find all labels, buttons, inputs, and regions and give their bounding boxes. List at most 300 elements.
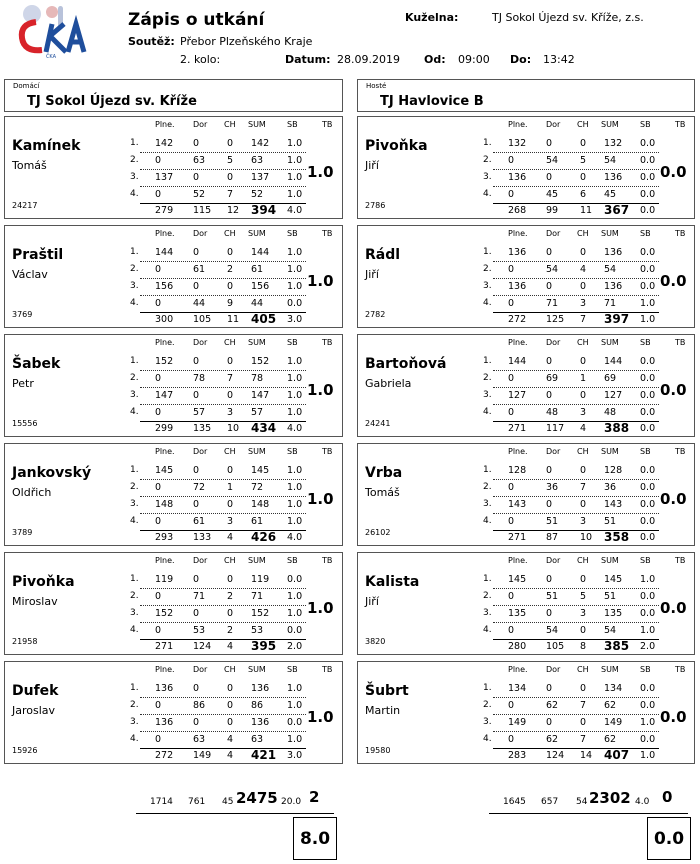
- lane-cell: 53: [251, 625, 264, 636]
- lane-cell: 0: [227, 356, 234, 367]
- column-header: SUM: [248, 447, 266, 456]
- lane-cell: 1.0: [287, 247, 303, 258]
- lane-number: 3.: [130, 608, 139, 618]
- player-total-cell: 4.0: [287, 532, 303, 543]
- lane-cell: 0: [227, 499, 234, 510]
- lane-number: 4.: [130, 298, 139, 308]
- lane-cell: 69: [546, 373, 559, 384]
- column-header: CH: [224, 229, 236, 238]
- lane-number: 3.: [130, 390, 139, 400]
- lane-cell: 0.0: [640, 281, 656, 292]
- lane-cell: 0: [227, 281, 234, 292]
- lane-cell: 156: [155, 281, 174, 292]
- lane-cell: 57: [193, 407, 206, 418]
- column-header: Plne.: [508, 229, 528, 238]
- lane-cell: 136: [155, 683, 174, 694]
- lane-cell: 48: [546, 407, 559, 418]
- column-header: Dor: [193, 229, 208, 238]
- lane-divider: [140, 152, 306, 153]
- lane-number: 2.: [483, 155, 492, 165]
- lane-cell: 78: [251, 373, 264, 384]
- column-header: Plne.: [508, 338, 528, 347]
- lane-cell: 0: [155, 298, 162, 309]
- lane-cell: 0: [193, 356, 200, 367]
- lane-cell: 7: [580, 482, 587, 493]
- lane-cell: 119: [155, 574, 174, 585]
- lane-divider: [493, 278, 659, 279]
- player-total-sum: 385: [604, 639, 630, 653]
- lane-cell: 3: [580, 298, 587, 309]
- total-divider: [140, 421, 306, 422]
- column-header: Plne.: [508, 447, 528, 456]
- lane-cell: 7: [227, 189, 234, 200]
- lane-cell: 0: [546, 608, 553, 619]
- player-firstname: Petr: [12, 377, 34, 390]
- lane-cell: 0.0: [640, 264, 656, 275]
- lane-cell: 0: [580, 247, 587, 258]
- away-player-card: [357, 552, 695, 655]
- player-total-cell: 3.0: [287, 314, 303, 325]
- player-reg-number: 2782: [365, 310, 386, 319]
- player-total-cell: 133: [193, 532, 212, 543]
- lane-cell: 0: [508, 516, 515, 527]
- lane-cell: 0: [546, 138, 553, 149]
- lane-cell: 0: [155, 155, 162, 166]
- player-tb-total: 0.0: [660, 708, 687, 726]
- lane-cell: 0: [155, 591, 162, 602]
- away-total-dor: 657: [541, 797, 559, 807]
- lane-cell: 5: [580, 155, 587, 166]
- lane-cell: 0.0: [640, 700, 656, 711]
- lane-number: 4.: [483, 298, 492, 308]
- lane-divider: [493, 261, 659, 262]
- player-firstname: Jiří: [365, 159, 379, 172]
- lane-number: 2.: [130, 373, 139, 383]
- column-header: TB: [322, 665, 333, 674]
- player-firstname: Jiří: [365, 268, 379, 281]
- lane-cell: 0: [155, 373, 162, 384]
- lane-number: 2.: [483, 264, 492, 274]
- lane-cell: 0: [193, 608, 200, 619]
- player-tb-total: 0.0: [660, 381, 687, 399]
- lane-cell: 0: [508, 734, 515, 745]
- lane-divider: [493, 404, 659, 405]
- lane-cell: 2: [227, 591, 234, 602]
- cka-logo: [12, 4, 90, 60]
- lane-cell: 152: [155, 608, 174, 619]
- player-total-cell: 280: [508, 641, 527, 652]
- player-total-cell: 271: [508, 423, 527, 434]
- away-total-sum: 2302: [589, 789, 631, 807]
- lane-cell: 0: [193, 683, 200, 694]
- player-total-sum: 358: [604, 530, 630, 544]
- lane-divider: [493, 295, 659, 296]
- lane-cell: 6: [580, 189, 587, 200]
- lane-cell: 0: [227, 247, 234, 258]
- column-header: Dor: [546, 447, 561, 456]
- lane-cell: 48: [604, 407, 617, 418]
- lane-cell: 0.0: [640, 465, 656, 476]
- lane-cell: 0: [580, 499, 587, 510]
- lane-cell: 0: [508, 407, 515, 418]
- lane-cell: 1.0: [287, 591, 303, 602]
- player-total-cell: 272: [155, 750, 174, 761]
- player-tb-total: 0.0: [660, 272, 687, 290]
- player-reg-number: 15556: [12, 419, 38, 428]
- away-total-tb: 0: [662, 788, 673, 806]
- player-total-cell: 117: [546, 423, 565, 434]
- lane-cell: 51: [604, 516, 617, 527]
- player-total-cell: 125: [546, 314, 565, 325]
- column-header: SB: [640, 120, 651, 129]
- player-reg-number: 19580: [365, 746, 391, 755]
- player-tb-total: 0.0: [660, 163, 687, 181]
- player-firstname: Tomáš: [12, 159, 47, 172]
- player-surname: Rádl: [365, 247, 401, 263]
- player-total-cell: 105: [546, 641, 565, 652]
- player-surname: Pivoňka: [12, 574, 75, 590]
- lane-cell: 132: [508, 138, 527, 149]
- lane-cell: 36: [546, 482, 559, 493]
- lane-number: 1.: [130, 574, 139, 584]
- lane-divider: [140, 605, 306, 606]
- player-tb-total: 1.0: [307, 272, 334, 290]
- player-total-cell: 299: [155, 423, 174, 434]
- player-total-cell: 99: [546, 205, 559, 216]
- lane-cell: 72: [251, 482, 264, 493]
- lane-cell: 0: [227, 390, 234, 401]
- lane-number: 3.: [130, 717, 139, 727]
- lane-divider: [493, 697, 659, 698]
- lane-cell: 0: [227, 172, 234, 183]
- column-header: Dor: [546, 120, 561, 129]
- total-divider: [140, 530, 306, 531]
- away-player-card: [357, 661, 695, 764]
- lane-cell: 156: [251, 281, 270, 292]
- lane-cell: 62: [546, 734, 559, 745]
- lane-cell: 0: [155, 189, 162, 200]
- lane-cell: 57: [251, 407, 264, 418]
- lane-cell: 1.0: [287, 700, 303, 711]
- lane-number: 2.: [130, 264, 139, 274]
- player-total-cell: 300: [155, 314, 174, 325]
- column-header: SUM: [248, 338, 266, 347]
- lane-cell: 0.0: [640, 373, 656, 384]
- column-header: SB: [640, 229, 651, 238]
- lane-divider: [140, 186, 306, 187]
- lane-cell: 0.0: [640, 356, 656, 367]
- lane-cell: 71: [546, 298, 559, 309]
- home-total-plne: 1714: [150, 797, 173, 807]
- lane-cell: 0: [155, 625, 162, 636]
- lane-cell: 0: [508, 482, 515, 493]
- lane-number: 2.: [130, 155, 139, 165]
- lane-number: 4.: [130, 189, 139, 199]
- lane-number: 1.: [483, 683, 492, 693]
- lane-divider: [140, 731, 306, 732]
- lane-cell: 72: [193, 482, 206, 493]
- lane-cell: 0: [508, 591, 515, 602]
- lane-divider: [493, 731, 659, 732]
- lane-cell: 1.0: [640, 717, 656, 728]
- lane-cell: 0.0: [640, 390, 656, 401]
- away-player-card: [357, 116, 695, 219]
- total-divider: [140, 203, 306, 204]
- lane-cell: 0.0: [640, 734, 656, 745]
- column-header: TB: [322, 556, 333, 565]
- lane-cell: 1: [580, 373, 587, 384]
- away-total-sb: 4.0: [635, 797, 650, 807]
- player-firstname: Oldřich: [12, 486, 52, 499]
- lane-cell: 1.0: [287, 734, 303, 745]
- home-points-box: 8.0: [293, 817, 337, 860]
- player-total-cell: 7: [580, 314, 587, 325]
- lane-cell: 0.0: [287, 625, 303, 636]
- total-divider: [493, 203, 659, 204]
- column-header: SUM: [601, 338, 619, 347]
- column-header: TB: [322, 120, 333, 129]
- player-total-cell: 8: [580, 641, 587, 652]
- lane-cell: 136: [604, 281, 623, 292]
- column-header: CH: [577, 120, 589, 129]
- lane-cell: 127: [508, 390, 527, 401]
- column-header: SUM: [248, 229, 266, 238]
- player-reg-number: 3789: [12, 528, 33, 537]
- lane-divider: [493, 513, 659, 514]
- lane-cell: 0: [193, 717, 200, 728]
- lane-number: 3.: [483, 717, 492, 727]
- column-header: SB: [640, 338, 651, 347]
- column-header: SUM: [601, 556, 619, 565]
- player-total-sum: 397: [604, 312, 630, 326]
- lane-cell: 0: [193, 574, 200, 585]
- lane-cell: 0: [580, 281, 587, 292]
- lane-cell: 78: [193, 373, 206, 384]
- column-header: SB: [287, 338, 298, 347]
- lane-cell: 0: [580, 356, 587, 367]
- lane-number: 4.: [483, 407, 492, 417]
- column-header: SB: [640, 447, 651, 456]
- away-points-box: 0.0: [647, 817, 691, 860]
- lane-cell: 0: [227, 700, 234, 711]
- column-header: SUM: [248, 665, 266, 674]
- total-divider: [493, 748, 659, 749]
- lane-cell: 132: [604, 138, 623, 149]
- lane-cell: 0: [546, 172, 553, 183]
- lane-cell: 0: [580, 465, 587, 476]
- column-header: SUM: [601, 665, 619, 674]
- lane-cell: 136: [508, 172, 527, 183]
- lane-cell: 148: [155, 499, 174, 510]
- column-header: SB: [287, 447, 298, 456]
- lane-cell: 1.0: [287, 138, 303, 149]
- lane-number: 1.: [483, 247, 492, 257]
- player-total-cell: 1.0: [640, 314, 656, 325]
- player-firstname: Václav: [12, 268, 48, 281]
- lane-number: 1.: [130, 247, 139, 257]
- lane-cell: 0: [546, 465, 553, 476]
- home-player-card: [4, 661, 343, 764]
- lane-divider: [493, 714, 659, 715]
- player-surname: Dufek: [12, 683, 59, 699]
- column-header: Dor: [546, 338, 561, 347]
- player-total-cell: 115: [193, 205, 212, 216]
- total-divider: [493, 312, 659, 313]
- player-total-sum: 421: [251, 748, 277, 762]
- datum-value: 28.09.2019: [337, 53, 400, 66]
- lane-cell: 0: [508, 373, 515, 384]
- lane-cell: 44: [193, 298, 206, 309]
- player-reg-number: 26102: [365, 528, 391, 537]
- lane-cell: 0.0: [640, 499, 656, 510]
- player-tb-total: 1.0: [307, 599, 334, 617]
- lane-cell: 1.0: [287, 390, 303, 401]
- lane-number: 4.: [130, 407, 139, 417]
- lane-cell: 0: [546, 499, 553, 510]
- lane-divider: [493, 496, 659, 497]
- lane-number: 3.: [483, 390, 492, 400]
- lane-cell: 7: [227, 373, 234, 384]
- lane-cell: 1.0: [287, 499, 303, 510]
- player-surname: Pivoňka: [365, 138, 428, 154]
- lane-cell: 1.0: [287, 516, 303, 527]
- column-header: Plne.: [155, 229, 175, 238]
- lane-cell: 1: [227, 482, 234, 493]
- player-firstname: Miroslav: [12, 595, 58, 608]
- lane-cell: 0: [193, 390, 200, 401]
- lane-cell: 135: [604, 608, 623, 619]
- player-total-cell: 149: [193, 750, 212, 761]
- player-tb-total: 1.0: [307, 490, 334, 508]
- column-header: CH: [224, 120, 236, 129]
- lane-number: 4.: [483, 516, 492, 526]
- lane-cell: 61: [193, 264, 206, 275]
- player-total-cell: 283: [508, 750, 527, 761]
- column-header: TB: [675, 665, 686, 674]
- lane-cell: 0: [580, 625, 587, 636]
- lane-number: 2.: [483, 482, 492, 492]
- lane-cell: 1.0: [640, 298, 656, 309]
- player-total-cell: 10: [580, 532, 593, 543]
- total-divider: [140, 748, 306, 749]
- lane-divider: [493, 370, 659, 371]
- lane-cell: 152: [251, 608, 270, 619]
- lane-cell: 0: [580, 683, 587, 694]
- lane-cell: 0: [227, 138, 234, 149]
- away-total-plne: 1645: [503, 797, 526, 807]
- lane-cell: 145: [604, 574, 623, 585]
- player-total-cell: 4: [580, 423, 587, 434]
- away-team-name: TJ Havlovice B: [380, 94, 484, 109]
- lane-cell: 63: [193, 734, 206, 745]
- total-divider: [493, 639, 659, 640]
- lane-divider: [493, 169, 659, 170]
- lane-cell: 0: [155, 700, 162, 711]
- lane-cell: 9: [227, 298, 234, 309]
- player-total-sum: 395: [251, 639, 277, 653]
- lane-divider: [140, 513, 306, 514]
- lane-cell: 137: [155, 172, 174, 183]
- lane-cell: 0: [227, 608, 234, 619]
- lane-cell: 5: [227, 155, 234, 166]
- column-header: SUM: [248, 556, 266, 565]
- lane-cell: 0.0: [287, 298, 303, 309]
- column-header: CH: [224, 447, 236, 456]
- lane-cell: 51: [546, 591, 559, 602]
- lane-number: 3.: [483, 608, 492, 618]
- lane-cell: 128: [508, 465, 527, 476]
- away-total-ch: 54: [576, 797, 588, 807]
- lane-cell: 1.0: [287, 264, 303, 275]
- datum-label: Datum:: [285, 53, 331, 66]
- column-header: SUM: [248, 120, 266, 129]
- lane-cell: 61: [251, 516, 264, 527]
- lane-cell: 0: [546, 574, 553, 585]
- lane-divider: [140, 404, 306, 405]
- lane-cell: 0.0: [640, 172, 656, 183]
- player-tb-total: 1.0: [307, 163, 334, 181]
- lane-cell: 1.0: [640, 625, 656, 636]
- player-total-sum: 407: [604, 748, 630, 762]
- lane-cell: 7: [580, 700, 587, 711]
- lane-cell: 51: [604, 591, 617, 602]
- lane-cell: 144: [604, 356, 623, 367]
- column-header: SB: [640, 556, 651, 565]
- lane-cell: 0: [193, 172, 200, 183]
- lane-cell: 1.0: [287, 189, 303, 200]
- away-team-label: Hosté: [366, 82, 387, 90]
- lane-number: 4.: [483, 189, 492, 199]
- player-firstname: Jiří: [365, 595, 379, 608]
- lane-cell: 69: [604, 373, 617, 384]
- lane-divider: [140, 714, 306, 715]
- player-surname: Šubrt: [365, 683, 409, 699]
- lane-cell: 0: [508, 700, 515, 711]
- soutez-label: Soutěž:: [128, 35, 175, 48]
- lane-cell: 145: [155, 465, 174, 476]
- lane-cell: 54: [604, 625, 617, 636]
- player-surname: Jankovský: [12, 465, 92, 481]
- player-total-cell: 14: [580, 750, 593, 761]
- column-header: Plne.: [508, 665, 528, 674]
- player-reg-number: 24241: [365, 419, 391, 428]
- column-header: Plne.: [155, 120, 175, 129]
- lane-cell: 4: [227, 734, 234, 745]
- lane-cell: 144: [155, 247, 174, 258]
- lane-cell: 0.0: [640, 683, 656, 694]
- lane-cell: 152: [155, 356, 174, 367]
- lane-cell: 1.0: [287, 356, 303, 367]
- lane-divider: [140, 278, 306, 279]
- lane-cell: 136: [508, 281, 527, 292]
- lane-number: 1.: [483, 356, 492, 366]
- lane-cell: 1.0: [640, 574, 656, 585]
- column-header: SUM: [601, 229, 619, 238]
- lane-cell: 0: [580, 390, 587, 401]
- home-total-dor: 761: [188, 797, 206, 807]
- player-reg-number: 2786: [365, 201, 386, 210]
- lane-divider: [140, 169, 306, 170]
- lane-cell: 5: [580, 591, 587, 602]
- lane-cell: 0.0: [640, 155, 656, 166]
- lane-cell: 0: [546, 281, 553, 292]
- lane-cell: 144: [508, 356, 527, 367]
- player-total-cell: 2.0: [287, 641, 303, 652]
- lane-number: 3.: [483, 499, 492, 509]
- column-header: SB: [287, 229, 298, 238]
- home-team-label: Domácí: [13, 82, 40, 90]
- column-header: TB: [675, 447, 686, 456]
